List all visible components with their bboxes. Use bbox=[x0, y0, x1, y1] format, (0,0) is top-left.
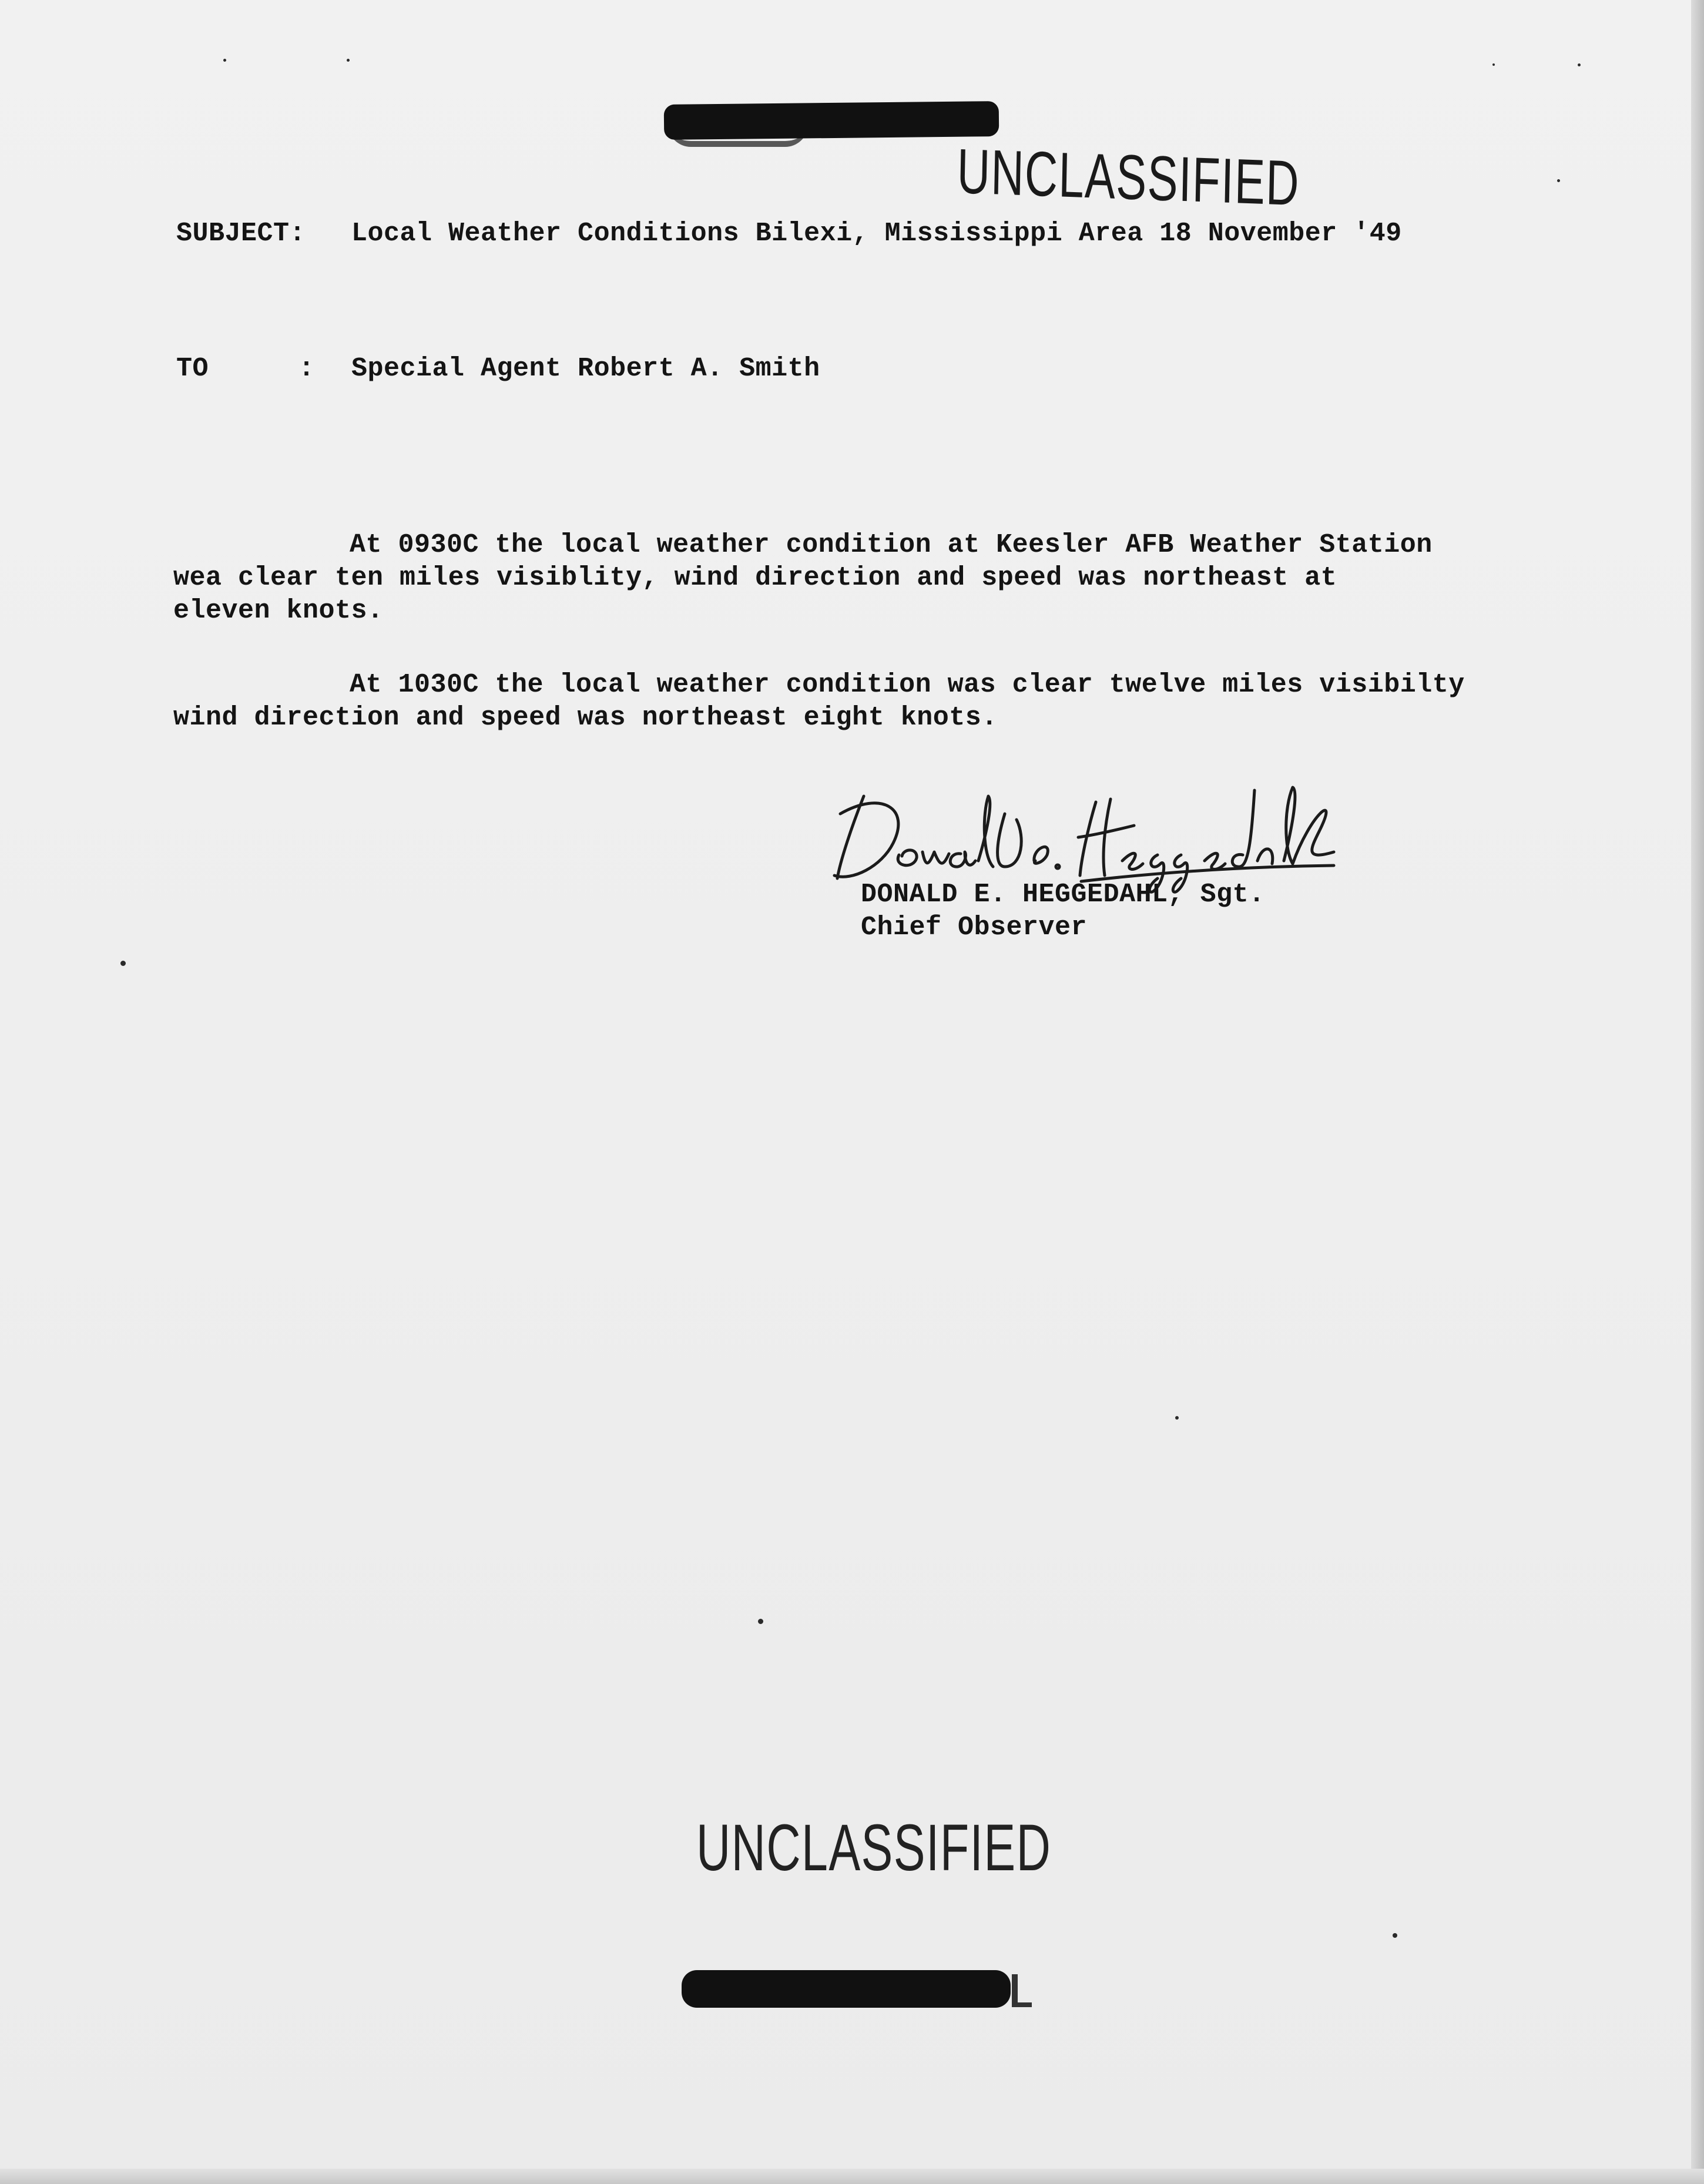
paragraph-1-line-1: At 0930C the local weather condition at Keesler AFB Weather Station bbox=[350, 530, 1433, 560]
subject-text: Local Weather Conditions Bilexi, Mississippi Area 18 November '49 bbox=[351, 219, 1402, 249]
signer-name: DONALD E. HEGGEDAHL, Sgt. bbox=[861, 880, 1265, 910]
scan-speck bbox=[1578, 63, 1581, 66]
paragraph-2-line-2: wind direction and speed was northeast eight knots. bbox=[173, 703, 998, 733]
page-edge-right bbox=[1691, 0, 1704, 2184]
scan-speck bbox=[1557, 179, 1560, 182]
scan-speck bbox=[347, 59, 350, 62]
redaction-bar-bottom bbox=[682, 1970, 1011, 2008]
paragraph-2-line-1: At 1030C the local weather condition was clear twelve miles visibilty bbox=[350, 670, 1465, 700]
redaction-tail bbox=[1012, 2002, 1032, 2007]
subject-label: SUBJECT: bbox=[176, 219, 306, 249]
to-label: TO bbox=[176, 354, 209, 384]
scan-speck bbox=[120, 961, 126, 966]
to-recipient: Special Agent Robert A. Smith bbox=[351, 354, 820, 384]
scan-speck bbox=[1175, 1416, 1179, 1420]
scan-speck bbox=[1393, 1933, 1397, 1938]
page-edge-bottom bbox=[0, 2169, 1704, 2184]
scan-speck bbox=[758, 1619, 763, 1624]
signer-title: Chief Observer bbox=[861, 912, 1088, 942]
scan-speck bbox=[223, 59, 226, 62]
redaction-bar-top bbox=[664, 101, 999, 140]
to-colon: : bbox=[298, 354, 315, 384]
paragraph-1-line-2: wea clear ten miles visiblity, wind direction and speed was northeast at bbox=[173, 563, 1337, 593]
paragraph-1-line-3: eleven knots. bbox=[173, 596, 384, 626]
classification-stamp-top: UNCLASSIFIED bbox=[956, 135, 1301, 219]
scan-speck bbox=[1492, 63, 1495, 66]
classification-stamp-bottom: UNCLASSIFIED bbox=[696, 1811, 1052, 1884]
